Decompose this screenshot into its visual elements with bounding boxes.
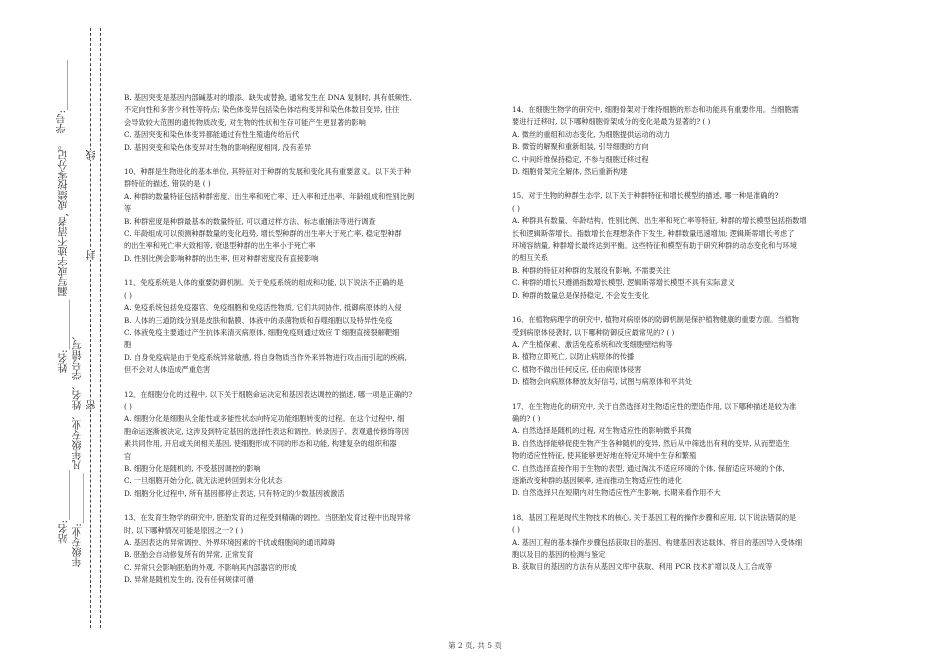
question-option: D. 自然选择只在短期内对生物适应性产生影响, 长期来看作用不大 — [512, 488, 721, 498]
question-option: C. 体液免疫主要通过产生抗体来清灭病原体, 细胞免疫则通过效应 T 细胞直接裂解靶细 — [124, 327, 400, 337]
question-stem: ( ) — [512, 203, 520, 213]
binding-dashed-line-outer — [90, 28, 91, 628]
question-stem: 时, 以下哪种情况可能是原因之一? ( ) — [124, 525, 244, 535]
question-block — [124, 512, 474, 586]
question-option: A. 细胞分化是细胞从全能性或多能性状态向特定功能细胞转变的过程。在这个过程中, 细 — [124, 414, 405, 424]
q9-continuation — [124, 92, 474, 154]
q9-option-line: B. 基因突变是基因内部碱基对的增添、缺失或替换, 通常发生在 DNA 复制时, 具有低频性、 — [124, 93, 417, 102]
question-option: 等 — [124, 204, 132, 214]
question-option: C. 年龄组成可以预测种群数量的变化趋势, 增长型种群的出生率大于死亡率, 稳定型种群 — [124, 229, 402, 239]
question-option: A. 基因工程的基本操作步骤包括获取目的基因、构建基因表达载体、将目的基因导入受体细 — [512, 537, 803, 547]
question-option: A. 种群具有数量、年龄结构、性别比例、出生率和死亡率等特征, 种群的增长模型包括指数增 — [512, 216, 807, 226]
question-option: D. 植物会向病原体释放友好信号, 试图与病原体和平共处 — [512, 377, 692, 387]
question-option: 素共同作用, 开启或关闭相关基因, 使细胞形成不同的形态和功能, 构建复杂的组织和器 — [124, 439, 397, 449]
question-option: D. 异常是随机发生的, 没有任何规律可循 — [124, 575, 254, 585]
question-stem: 15、对于生物的种群生态学, 以下关于种群特征和增长模型的描述, 哪一种是准确的? — [512, 191, 779, 201]
question-option: B. 植物立即死亡, 以防止病原体的传播 — [512, 352, 635, 362]
binding-major-notice: 年级专业:__________ 凡年级专业、姓名、学号错写、 — [73, 330, 84, 567]
q9-option-line: C. 基因突变和染色体变异都能通过有性生殖遗传给后代 — [124, 130, 300, 140]
left-question-list — [124, 166, 474, 587]
question-option: D. 种群的数量总是保持稳定, 不会发生变化 — [512, 290, 649, 300]
binding-student-id: 学号:__________ — [57, 60, 68, 134]
q9-option-line: D. 基因突变和染色体变异对生物的影响程度相同, 没有差异 — [124, 142, 312, 152]
binding-name-notice: 姓名:__________ 漏写或字迹不清者, 成绩按零分记。 — [59, 140, 70, 373]
question-option: B. 人体的三道防线分别是皮肤和黏膜、体液中的杀菌物质和吞噬细胞以及特异性免疫 — [124, 315, 393, 325]
binding-seal-line: 线 — [87, 150, 98, 160]
question-option: 胞 — [124, 340, 132, 350]
question-stem: 10、种群是生物进化的基本单位, 其特征对于种群的发展和变化具有重要意义。以下关于种 — [124, 167, 411, 177]
question-block — [512, 512, 862, 574]
question-option: C. 植物不做出任何反应, 任由病原体侵害 — [512, 364, 642, 374]
question-block — [124, 166, 474, 265]
question-option: A. 产生植保素、激活免疫系统和改变细胞壁结构等 — [512, 339, 673, 349]
question-option: 长和逻辑斯蒂增长。指数增长在理想条件下发生, 种群数量迅速增加; 逻辑斯蒂增长考虑了 — [512, 228, 795, 238]
page-footer: 第 2 页, 共 5 页 — [448, 641, 502, 650]
question-option: A. 种群的数量特征包括种群密度、出生率和死亡率、迁入率和迁出率、年龄组成和性别比例 — [124, 191, 415, 201]
binding-seal-mi: 密 — [87, 400, 98, 410]
question-option: A. 自然选择是随机的过程, 对生物适应性的影响微乎其微 — [512, 426, 692, 436]
question-block — [512, 190, 862, 302]
question-option: 环境容纳量, 种群增长最终达到平衡。这些特征和模型有助于研究种群的动态变化和与环境 — [512, 241, 797, 251]
question-option: C. 一旦细胞开始分化, 就无法逆转回到未分化状态 — [124, 476, 283, 486]
question-stem: 群特征的描述, 错误的是 ( ) — [124, 179, 211, 189]
question-option: D. 细胞分化过程中, 所有基因都停止表达, 只有特定的少数基因被激活 — [124, 488, 345, 498]
question-stem: ( ) — [124, 401, 132, 411]
question-option: 的相互关系 — [512, 253, 548, 263]
question-option: D. 性别比例会影响种群的出生率, 但对种群密度没有直接影响 — [124, 253, 319, 263]
q9-option-line: 不定向性和多害少利性等特点; 染色体变异包括染色体结构变异和染色体数目变异, 往往 — [124, 105, 400, 115]
question-option: 官 — [124, 451, 132, 461]
binding-seal-feng: 封 — [87, 250, 98, 260]
question-stem: 13、在发育生物学的研究中, 胚胎发育的过程受到精确的调控。当胚胎发育过程中出现异常 — [124, 513, 411, 523]
q9-option-line: 会导致较大范围的遗传物质改变, 对生物的性状和生存可能产生更显著的影响 — [124, 117, 366, 127]
question-stem: 18、基因工程是现代生物技术的核心, 关于基因工程的操作步骤和应用, 以下说法错误的是 — [512, 512, 797, 522]
question-block — [124, 277, 474, 376]
question-block — [512, 104, 862, 178]
question-option: B. 种群的特征对种群的发展没有影响, 不需要关注 — [512, 265, 671, 275]
question-option: B. 细胞分化是随机的, 不受基因调控的影响 — [124, 463, 261, 473]
question-option: C. 中间纤维保持稳定, 不参与细胞迁移过程 — [512, 154, 649, 164]
binding-dashed-line-inner — [100, 28, 101, 628]
question-block — [512, 314, 862, 388]
question-option: B. 种群密度是种群最基本的数量特征, 可以通过样方法、标志重捕法等进行调查 — [124, 216, 376, 226]
question-stem: 要进行迁移时, 以下哪种细胞骨架成分的变化是最为显著的? ( ) — [512, 117, 711, 127]
right-column — [512, 104, 862, 586]
question-stem: 11、免疫系统是人体的重要防御机制。关于免疫系统的组成和功能, 以下说法不正确的是 — [124, 278, 404, 288]
question-option: B. 胚胎会自动修复所有的异常, 正常发育 — [124, 550, 254, 560]
question-option: C. 自然选择直接作用于生物的表型, 通过淘汰不适应环境的个体, 保留适应环境的个体, — [512, 463, 785, 473]
question-option: A. 免疫系统包括免疫器官、免疫细胞和免疫活性物质, 它们共同协作, 抵御病原体的入侵 — [124, 303, 402, 313]
question-stem: 12、在细胞分化的过程中, 以下关于细胞命运决定和基因表达调控的描述, 哪一项是正确的? — [124, 389, 413, 399]
question-option: 但不会对人体造成严重危害 — [124, 365, 211, 375]
question-option: D. 自身免疫病是由于免疫系统异常敏感, 将自身物质当作外来异物进行攻击而引起的疾病, — [124, 352, 407, 362]
question-stem: 受到病原体侵袭时, 以下哪种防御反应最常见的? ( ) — [512, 327, 675, 337]
right-question-list — [512, 104, 862, 574]
question-option: C. 异常只会影响胚胎的外观, 不影响其内部器官的形成 — [124, 562, 297, 572]
question-option: C. 种群的增长只遵循指数增长模型, 逻辑斯蒂增长模型不具有实际意义 — [512, 278, 735, 288]
question-option: 物的适应性特征, 使其能够更好地在特定环境中生存和繁殖 — [512, 451, 697, 461]
question-block — [124, 389, 474, 501]
left-column — [124, 92, 474, 599]
question-block — [512, 401, 862, 500]
question-stem: 14、在细胞生物学的研究中, 细胞骨架对于维持细胞的形态和功能具有重要作用。当细胞需 — [512, 105, 799, 114]
question-option: 胞以及目的基因的检测与鉴定 — [512, 550, 606, 559]
question-option: B. 获取目的基因的方法有从基因文库中获取、利用 PCR 技术扩增以及人工合成等 — [512, 562, 773, 572]
question-option: A. 基因表达的异常调控、外界环境因素的干扰或细胞间的通讯障碍 — [124, 538, 336, 547]
question-stem: ( ) — [124, 290, 132, 300]
question-option: B. 自然选择能够促使生物产生各种随机的变异, 然后从中筛选出有利的变异, 从而塑造生 — [512, 438, 790, 448]
question-option: A. 微丝的重组和动态变化, 为细胞提供运动的动力 — [512, 129, 671, 139]
binding-margin — [0, 0, 118, 672]
question-option: 逐渐改变种群的基因频率, 进而推动生物适应性的进化 — [512, 475, 682, 485]
question-stem: 17、在生物进化的研究中, 关于自然选择对生物适应性的塑造作用, 以下哪种描述是较为准 — [512, 401, 797, 411]
question-option: 胞命运逐渐被决定, 这涉及到特定基因的选择性表达和调控。转录因子、表观遗传修饰等因 — [124, 426, 409, 436]
question-stem: 确的? ( ) — [512, 413, 541, 423]
question-option: 的出生率和死亡率大致相等, 衰退型种群的出生率小于死亡率 — [124, 241, 316, 251]
question-stem: ( ) — [512, 525, 520, 535]
binding-station: 站名:__________ — [59, 470, 70, 544]
question-option: B. 微管的解聚和重新组装, 引导细胞的方向 — [512, 142, 649, 152]
question-option: D. 细胞骨架完全解体, 然后重新构建 — [512, 167, 628, 177]
question-stem: 16、在植物病理学的研究中, 植物对病原体的防御机制是保护植物健康的重要方面。当植物 — [512, 315, 799, 325]
